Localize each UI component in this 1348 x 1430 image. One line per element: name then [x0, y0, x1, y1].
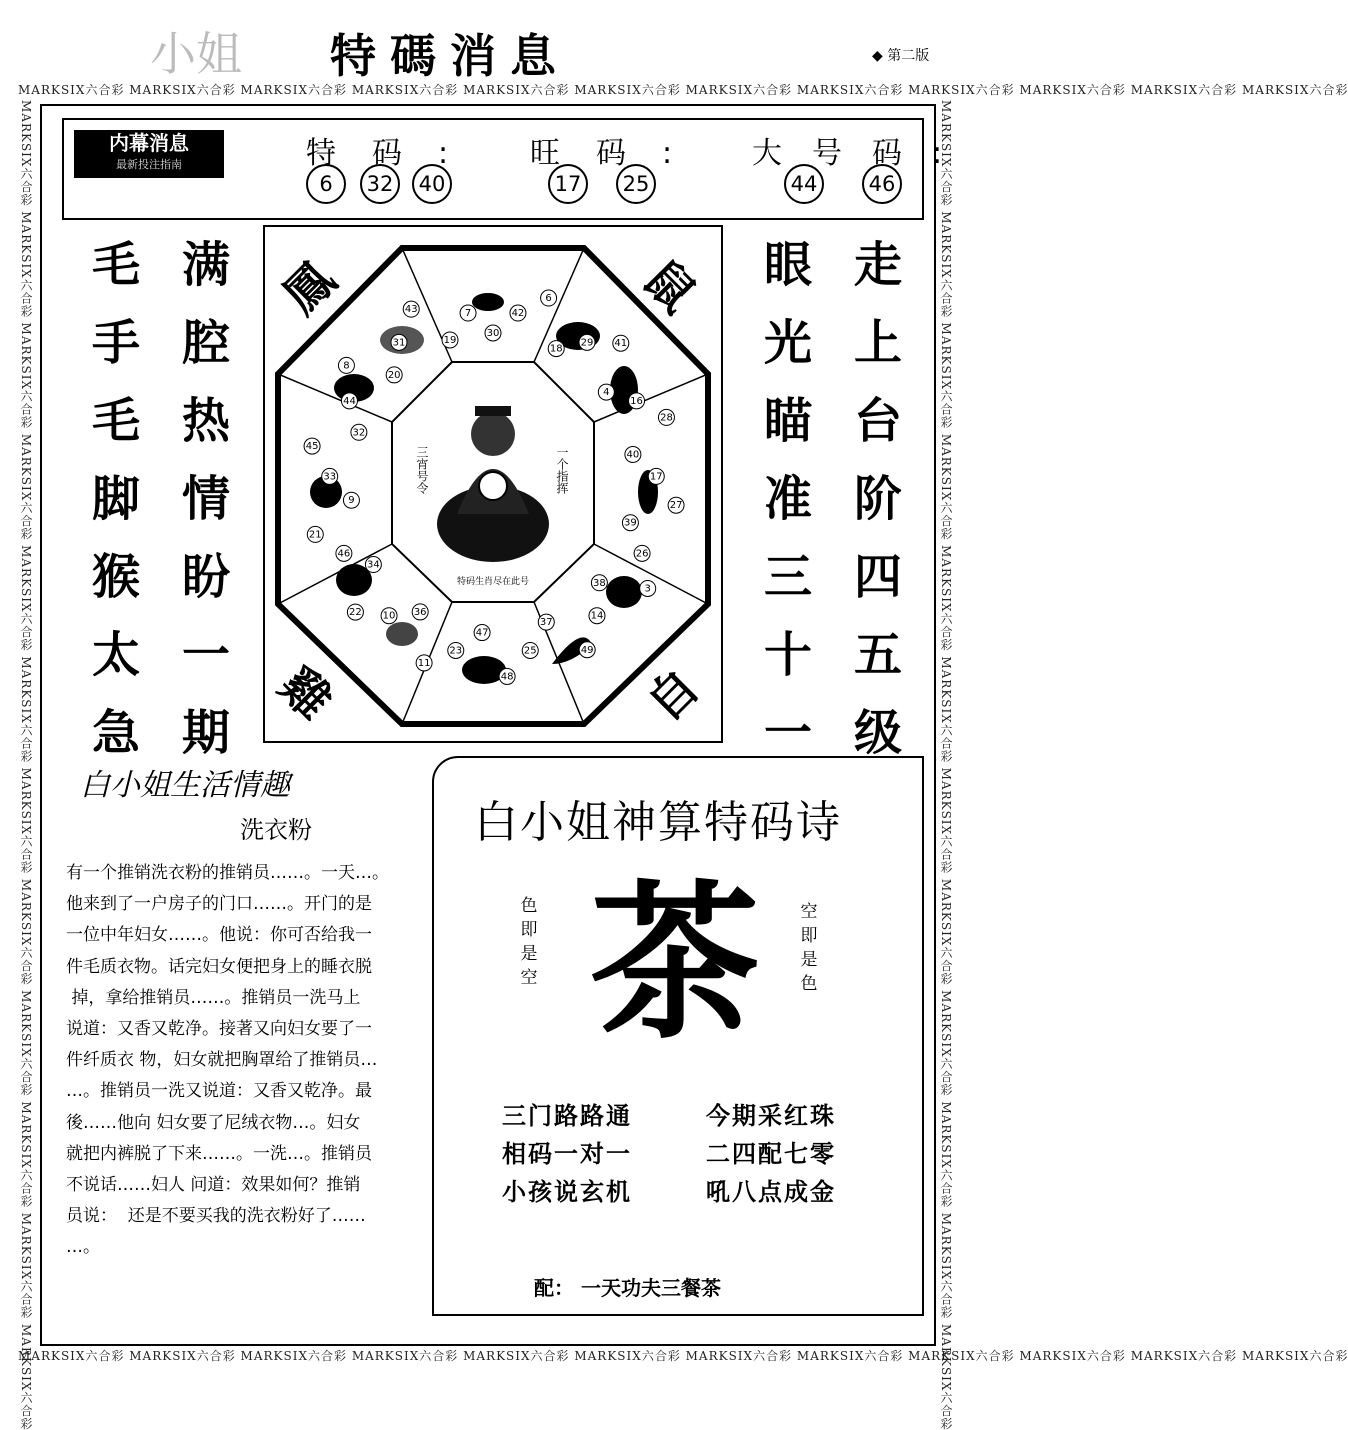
vertical-column-4 [848, 226, 908, 772]
col4-char: 台 [853, 393, 902, 449]
vertical-column-3 [758, 226, 818, 772]
zodiac-number: 40 [626, 449, 640, 461]
zodiac-number: 31 [392, 337, 406, 349]
col4-char: 走 [853, 237, 902, 293]
col4-char: 阶 [853, 471, 902, 527]
zodiac-number: 8 [343, 360, 350, 372]
story-line: …。推销员一洗又说道：又香又乾净。最 [66, 1081, 372, 1102]
inside-news-badge [74, 130, 224, 178]
col3-char: 十 [763, 627, 812, 683]
zodiac-number: 25 [523, 645, 537, 657]
zodiac-number: 27 [669, 500, 683, 512]
zodiac-number: 7 [464, 308, 472, 320]
border-band-top: MARKSIX六合彩 MARKSIX六合彩 MARKSIX六合彩 MARKSIX六合彩 MARKSIX六合彩 MARKSIX六合彩 MARKSIX六合彩 MARKSIX六合彩 MARKSIX六合彩 MARKSIX六合彩 MARKSIX六合彩 MARKSIX六合彩 [18, 83, 1348, 97]
zodiac-number: 30 [486, 328, 500, 339]
border-band-left: MARKSIX六合彩 MARKSIX六合彩 MARKSIX六合彩 MARKSIX六合彩 MARKSIX六合彩 MARKSIX六合彩 MARKSIX六合彩 MARKSIX六合彩 MARKSIX六合彩 MARKSIX六合彩 MARKSIX六合彩 MARKSIX六合彩 [19, 100, 33, 1430]
special-number-1: 6 [306, 164, 346, 204]
col4-char: 五 [853, 627, 902, 683]
zodiac-number: 49 [580, 644, 594, 656]
col3-char: 眼 [763, 237, 812, 293]
story-line: …。 [66, 1237, 100, 1258]
story-line: 有一个推销洗衣粉的推销员……。一天…。 [66, 863, 389, 883]
corner-glyph-top-left: 鳳 [272, 251, 347, 326]
col4-char: 四 [853, 549, 902, 605]
story-line: 他来到了一户房子的门口……。开门的是 [66, 894, 372, 915]
zodiac-number: 38 [593, 577, 606, 589]
left-caption: 三宵号令 [415, 446, 429, 494]
special-code-label: 特码: [306, 136, 485, 171]
story-line: 後……他向 妇女要了尼绒衣物…。妇女 [66, 1112, 361, 1133]
story-line: 件毛质衣物。话完妇女便把身上的睡衣脱 [66, 956, 372, 977]
edition-label: ◆ 第二版 [872, 48, 930, 64]
goat-icon [386, 622, 418, 646]
story-line: 一位中年妇女……。他说：你可否给我一 [66, 925, 372, 946]
poem-line-right-1: 今期采红珠 [706, 1102, 836, 1130]
zodiac-number: 46 [337, 548, 351, 560]
zodiac-number: 21 [308, 529, 322, 541]
border-band-right: MARKSIX六合彩 MARKSIX六合彩 MARKSIX六合彩 MARKSIX六合彩 MARKSIX六合彩 MARKSIX六合彩 MARKSIX六合彩 MARKSIX六合彩 MARKSIX六合彩 MARKSIX六合彩 MARKSIX六合彩 MARKSIX六合彩 [939, 100, 953, 1430]
zodiac-number: 32 [352, 427, 366, 439]
story-title: 白小姐生活情趣 [80, 768, 290, 803]
corner-glyph-top-right: 鼠 [632, 250, 706, 324]
zodiac-number: 3 [644, 583, 651, 595]
zodiac-number: 42 [511, 308, 525, 320]
left-side-phrase: 色即是空 [520, 896, 538, 988]
edition-text: 第二版 [887, 48, 930, 64]
col1-char: 脚 [91, 471, 140, 527]
zodiac-number: 48 [500, 671, 514, 683]
col4-char: 上 [853, 315, 902, 371]
col1-char: 手 [91, 315, 140, 371]
wang-number-1: 17 [548, 164, 588, 204]
zodiac-number: 10 [382, 610, 396, 622]
zodiac-number: 20 [387, 369, 401, 381]
zodiac-number: 22 [349, 607, 362, 619]
border-band-bottom: MARKSIX六合彩 MARKSIX六合彩 MARKSIX六合彩 MARKSIX六合彩 MARKSIX六合彩 MARKSIX六合彩 MARKSIX六合彩 MARKSIX六合彩 MARKSIX六合彩 MARKSIX六合彩 MARKSIX六合彩 MARKSIX六合彩 [18, 1349, 1348, 1363]
big-number-1: 44 [784, 164, 824, 204]
col1-char: 毛 [91, 393, 140, 449]
poem-line-left-1: 三门路路通 [502, 1102, 632, 1130]
badge-subtitle: 最新投注指南 [116, 158, 182, 171]
zodiac-number: 39 [624, 517, 637, 529]
col2-char: 满 [181, 237, 230, 293]
special-number-3: 40 [412, 164, 452, 204]
vertical-column-2 [176, 226, 236, 772]
page-title: 特碼消息 [330, 29, 570, 83]
deity-figure-icon [437, 406, 549, 562]
story-line: 员说： 还是不要买我的洗衣粉好了…… [66, 1206, 366, 1227]
poem-title: 白小姐神算特码诗 [474, 797, 842, 848]
poem-line-right-3: 吼八点成金 [706, 1178, 836, 1206]
story-line: 掉，拿给推销员……。推销员一洗马上 [66, 987, 361, 1008]
col2-char: 期 [181, 705, 230, 761]
bottom-caption: 特码生肖尽在此号 [456, 577, 530, 587]
poem-line-left-2: 相码一对一 [502, 1140, 632, 1168]
rat-icon [472, 293, 504, 311]
zodiac-number: 41 [614, 338, 628, 350]
zodiac-number: 34 [367, 559, 380, 571]
col2-char: 腔 [181, 315, 230, 371]
story-line: 件纤质衣 物，妇女就把胸罩给了推销员… [66, 1050, 378, 1071]
poem-line-left-3: 小孩说玄机 [502, 1178, 632, 1206]
wang-code-label: 旺码: [530, 136, 709, 171]
zodiac-number: 47 [475, 627, 489, 639]
right-caption: 一个指挥 [555, 446, 569, 494]
zodiac-number: 18 [549, 343, 563, 355]
col2-char: 情 [181, 471, 230, 527]
zodiac-number: 29 [580, 337, 594, 349]
zodiac-number: 9 [348, 495, 355, 507]
zodiac-number: 6 [545, 293, 552, 305]
zodiac-number: 33 [323, 471, 337, 483]
story-text [66, 858, 416, 1264]
zodiac-number: 28 [660, 412, 673, 424]
dragon-icon [606, 576, 642, 608]
story-subtitle: 洗衣粉 [240, 816, 312, 844]
corner-glyph-bottom-left: 雞 [268, 657, 342, 731]
wang-number-2: 25 [616, 164, 656, 204]
col3-char: 一 [763, 705, 812, 761]
zodiac-number: 26 [635, 548, 649, 560]
right-side-phrase: 空即是色 [800, 902, 818, 994]
col3-char: 光 [763, 315, 812, 371]
zodiac-number: 36 [413, 606, 427, 618]
col4-char: 级 [853, 705, 902, 761]
corner-glyph-bottom-right: 自 [636, 658, 711, 733]
big-number-2: 46 [862, 164, 902, 204]
zodiac-number: 14 [590, 610, 604, 622]
vertical-column-1 [86, 226, 146, 772]
poem-big-character: 茶 [590, 863, 761, 1063]
col2-char: 盼 [181, 549, 230, 605]
big-code-label: 大号码: [752, 136, 973, 171]
story-line: 不说话……妇人 问道：效果如何？推销 [66, 1175, 361, 1196]
col1-char: 猴 [91, 549, 140, 605]
zodiac-diagram [262, 224, 724, 744]
zodiac-number: 11 [417, 657, 431, 669]
col3-char: 三 [763, 549, 812, 605]
col2-char: 热 [181, 393, 230, 449]
col2-char: 一 [181, 627, 230, 683]
poem-line-right-2: 二四配七零 [706, 1140, 836, 1168]
zodiac-number: 16 [630, 395, 643, 407]
col3-char: 准 [763, 471, 812, 527]
badge-title: 内幕消息 [109, 131, 189, 155]
zodiac-number: 43 [404, 304, 418, 316]
col1-char: 太 [91, 627, 140, 683]
special-number-2: 32 [360, 164, 400, 204]
col1-char: 急 [91, 705, 140, 761]
brand-watermark: 小姐 [150, 27, 242, 81]
zodiac-number: 17 [649, 471, 663, 483]
story-line: 就把内裤脱了下来……。一洗…。推销员 [66, 1143, 372, 1164]
zodiac-number: 45 [305, 441, 319, 453]
zodiac-number: 19 [443, 334, 457, 346]
zodiac-number: 4 [603, 387, 610, 399]
col3-char: 瞄 [763, 393, 812, 449]
poem-footnote: 配： 一天功夫三餐茶 [534, 1276, 721, 1300]
story-line: 说道：又香又乾净。接著又向妇女要了一 [66, 1019, 372, 1040]
zodiac-number: 23 [449, 645, 463, 657]
col1-char: 毛 [91, 237, 140, 293]
zodiac-number: 44 [343, 395, 356, 407]
zodiac-number: 37 [539, 617, 553, 629]
